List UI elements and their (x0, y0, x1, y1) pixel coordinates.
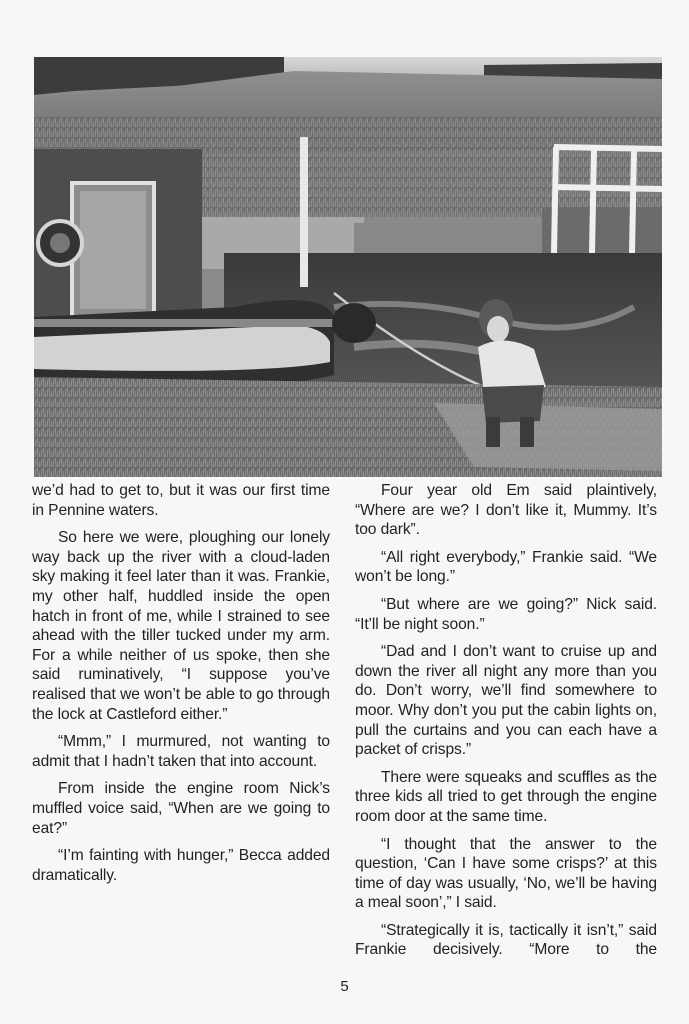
paragraph: “I thought that the answer to the question, ‘Can I have some crisps?’ at this time of day was usually, ‘No, we’ll be having a meal soon’,” I said. (355, 835, 657, 912)
paragraph: “Mmm,” I murmured, not wanting to admit that I hadn’t taken that into account. (32, 733, 330, 770)
paragraph: From inside the engine room Nick’s muffled voice said, “When are we going to eat?” (32, 780, 330, 837)
photograph-canal-boat (34, 57, 662, 477)
paragraph: “Dad and I don’t want to cruise up and down the river all night any more than you do. Don’t worry, we’ll find somewhere to moor. Why don’t you put the cabin lights on, pull the curtains and you can each have a packet of crisps.” (355, 643, 657, 759)
paragraph: There were squeaks and scuffles as the three kids all tried to get through the engine room door at the same time. (355, 768, 657, 825)
left-text-column (32, 481, 330, 893)
paragraph: we’d had to get to, but it was our first time in Pennine waters. (32, 482, 330, 519)
right-text-column (355, 481, 657, 968)
photo-canal-boat-girl-icon (34, 57, 662, 477)
paragraph: “All right everybody,” Frankie said. “We won’t be long.” (355, 548, 657, 586)
paragraph: “Strategically it is, tactically it isn’t,” said Frankie decisively. “More to the (355, 921, 657, 959)
paragraph: “But where are we going?” Nick said. “It’ll be night soon.” (355, 595, 657, 633)
page-number: 5 (340, 978, 349, 995)
paragraph: Four year old Em said plaintively, “Where are we? I don’t like it, Mummy. It’s too dark”. (355, 482, 657, 539)
paragraph: “I’m fainting with hunger,” Becca added dramatically. (32, 847, 330, 884)
paragraph: So here we were, ploughing our lonely way back up the river with a cloud-laden sky making it feel later than it was. Frankie, my other half, huddled inside the open hatch in front of me, while I strained to see ahead with the tiller tucked under my arm. For a while neither of us spoke, then she said ruminatively, “I suppose you’ve realised that we won’t be able to go through the lock at Castleford either.” (32, 529, 330, 723)
